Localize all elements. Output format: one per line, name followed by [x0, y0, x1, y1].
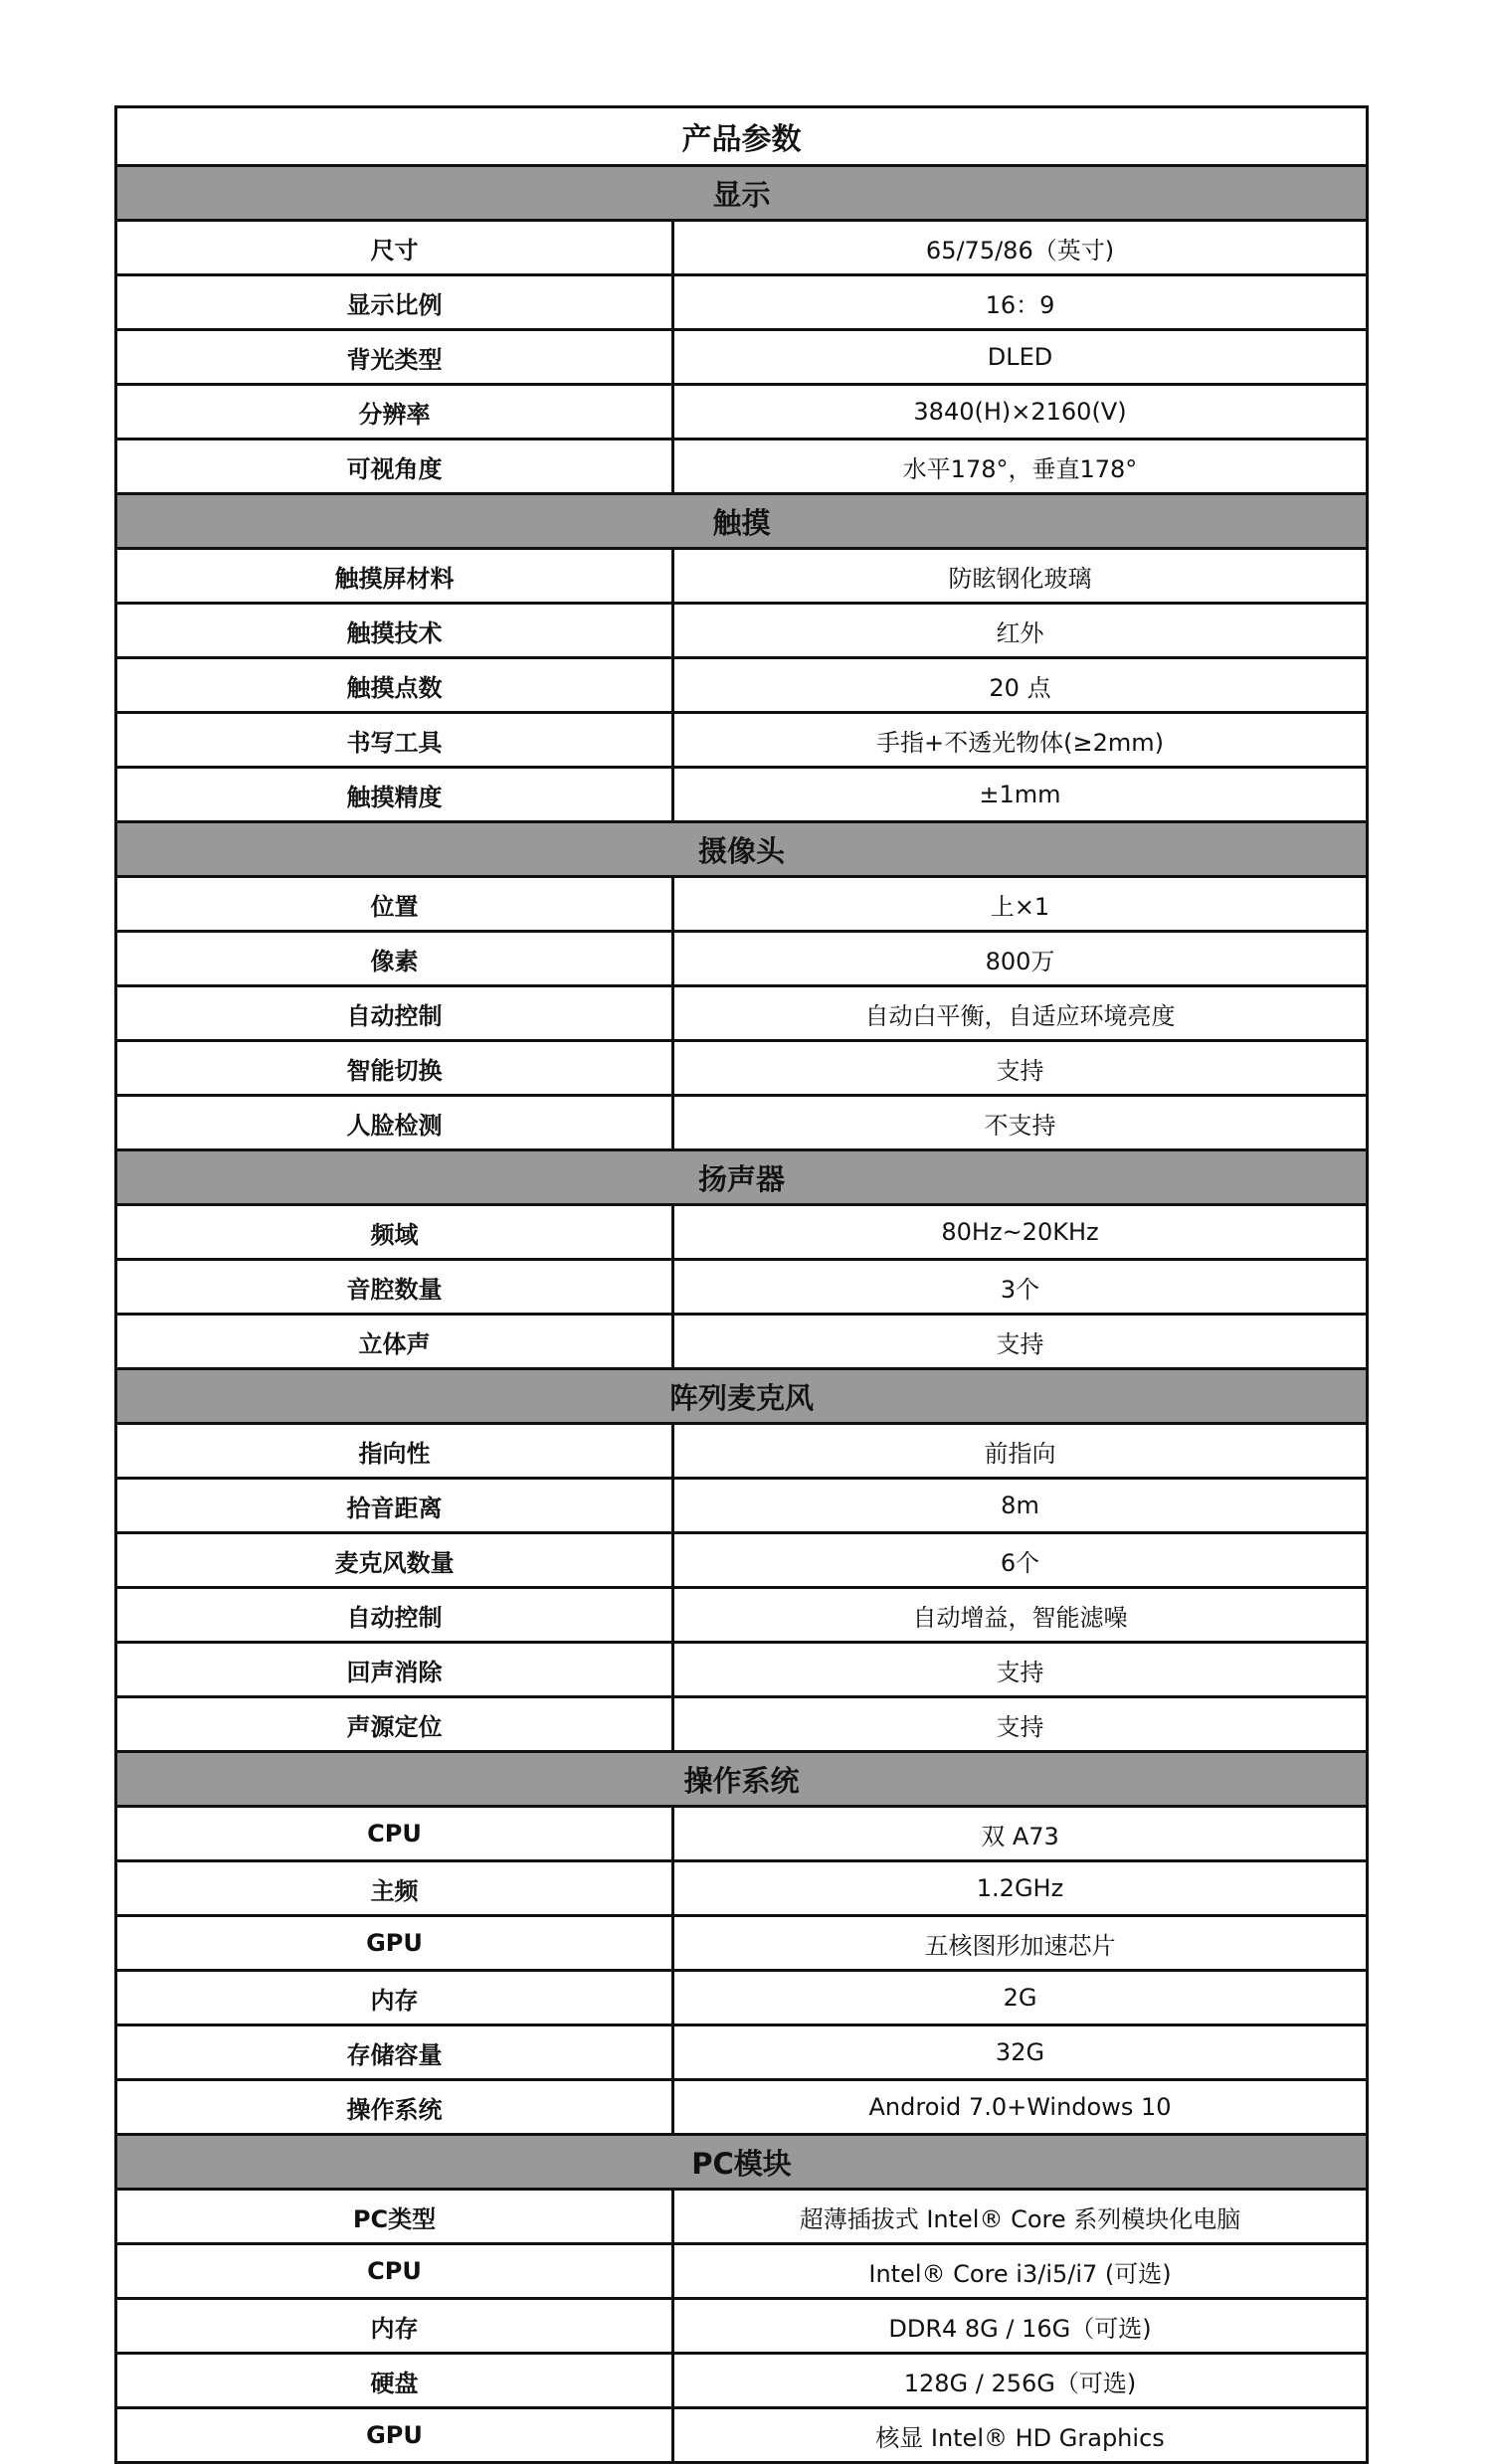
- section-title: 阵列麦克风: [116, 1369, 1368, 1424]
- param-value: 1.2GHz: [673, 1861, 1368, 1916]
- param-label: 分辨率: [116, 385, 673, 440]
- param-value: 手指+不透光物体(≥2mm): [673, 713, 1368, 768]
- table-row: [116, 2190, 1368, 2244]
- param-label: GPU: [116, 2408, 673, 2463]
- table-row: [116, 1260, 1368, 1315]
- param-label: 书写工具: [116, 713, 673, 768]
- param-label: 频域: [116, 1205, 673, 1260]
- table-row: [116, 986, 1368, 1041]
- table-row: [116, 713, 1368, 768]
- param-value: 800万: [673, 932, 1368, 986]
- param-label: 像素: [116, 932, 673, 986]
- section-title: 操作系统: [116, 1752, 1368, 1807]
- table-row: [116, 877, 1368, 932]
- table-row: [116, 2354, 1368, 2408]
- section-title: 摄像头: [116, 822, 1368, 877]
- param-value: 上×1: [673, 877, 1368, 932]
- section-title: 扬声器: [116, 1150, 1368, 1205]
- param-label: 硬盘: [116, 2354, 673, 2408]
- param-label: GPU: [116, 1916, 673, 1971]
- table-row: [116, 1533, 1368, 1588]
- section-header-row: [116, 2135, 1368, 2190]
- table-row: [116, 768, 1368, 822]
- param-value: 红外: [673, 604, 1368, 658]
- param-value: 五核图形加速芯片: [673, 1916, 1368, 1971]
- table-row: [116, 330, 1368, 385]
- section-header-row: [116, 1150, 1368, 1205]
- param-value: 自动白平衡，自适应环境亮度: [673, 986, 1368, 1041]
- section-header-row: [116, 1752, 1368, 1807]
- table-title: 产品参数: [116, 107, 1368, 166]
- param-value: 6个: [673, 1533, 1368, 1588]
- param-label: 位置: [116, 877, 673, 932]
- param-label: 操作系统: [116, 2080, 673, 2135]
- param-value: 双 A73: [673, 1807, 1368, 1861]
- param-value: 8m: [673, 1479, 1368, 1533]
- param-label: 触摸技术: [116, 604, 673, 658]
- param-value: 20 点: [673, 658, 1368, 713]
- table-row: [116, 275, 1368, 330]
- param-label: 声源定位: [116, 1697, 673, 1752]
- table-row: [116, 2299, 1368, 2354]
- table-row: [116, 1588, 1368, 1643]
- table-row: [116, 2244, 1368, 2299]
- param-label: CPU: [116, 1807, 673, 1861]
- table-row: [116, 1861, 1368, 1916]
- table-row: [116, 385, 1368, 440]
- section-title: 显示: [116, 166, 1368, 221]
- table-row: [116, 1315, 1368, 1369]
- section-header-row: [116, 822, 1368, 877]
- spec-table: [114, 105, 1369, 2464]
- table-row: [116, 932, 1368, 986]
- param-label: 触摸精度: [116, 768, 673, 822]
- spec-table-body: [116, 107, 1368, 2463]
- table-row: [116, 221, 1368, 275]
- param-value: 32G: [673, 2025, 1368, 2080]
- table-row: [116, 2025, 1368, 2080]
- param-value: 16：9: [673, 275, 1368, 330]
- table-row: [116, 2080, 1368, 2135]
- table-row: [116, 1041, 1368, 1096]
- param-label: 拾音距离: [116, 1479, 673, 1533]
- param-label: 尺寸: [116, 221, 673, 275]
- param-value: 不支持: [673, 1096, 1368, 1150]
- table-row: [116, 604, 1368, 658]
- param-value: Intel® Core i3/i5/i7 (可选): [673, 2244, 1368, 2299]
- param-label: 立体声: [116, 1315, 673, 1369]
- param-label: 自动控制: [116, 986, 673, 1041]
- param-value: 80Hz~20KHz: [673, 1205, 1368, 1260]
- param-value: 65/75/86（英寸): [673, 221, 1368, 275]
- param-label: 人脸检测: [116, 1096, 673, 1150]
- param-value: ±1mm: [673, 768, 1368, 822]
- table-row: [116, 1096, 1368, 1150]
- param-value: 自动增益，智能滤噪: [673, 1588, 1368, 1643]
- param-label: 内存: [116, 2299, 673, 2354]
- param-label: 麦克风数量: [116, 1533, 673, 1588]
- param-value: DDR4 8G / 16G（可选): [673, 2299, 1368, 2354]
- param-label: 可视角度: [116, 440, 673, 494]
- table-row: [116, 1205, 1368, 1260]
- param-value: DLED: [673, 330, 1368, 385]
- table-row: [116, 1424, 1368, 1479]
- table-row: [116, 1697, 1368, 1752]
- table-row: [116, 549, 1368, 604]
- param-label: 触摸点数: [116, 658, 673, 713]
- param-value: 3840(H)×2160(V): [673, 385, 1368, 440]
- param-value: 支持: [673, 1643, 1368, 1697]
- param-label: CPU: [116, 2244, 673, 2299]
- table-row: [116, 440, 1368, 494]
- param-value: 3个: [673, 1260, 1368, 1315]
- table-row: [116, 1971, 1368, 2025]
- param-label: 触摸屏材料: [116, 549, 673, 604]
- table-row: [116, 1807, 1368, 1861]
- table-row: [116, 2408, 1368, 2463]
- title-row: [116, 107, 1368, 166]
- section-header-row: [116, 166, 1368, 221]
- param-value: 128G / 256G（可选): [673, 2354, 1368, 2408]
- param-value: 支持: [673, 1315, 1368, 1369]
- param-value: 核显 Intel® HD Graphics: [673, 2408, 1368, 2463]
- param-label: 回声消除: [116, 1643, 673, 1697]
- param-value: 前指向: [673, 1424, 1368, 1479]
- table-row: [116, 1643, 1368, 1697]
- param-label: 指向性: [116, 1424, 673, 1479]
- section-header-row: [116, 494, 1368, 549]
- param-label: PC类型: [116, 2190, 673, 2244]
- section-title: 触摸: [116, 494, 1368, 549]
- table-row: [116, 1479, 1368, 1533]
- param-label: 自动控制: [116, 1588, 673, 1643]
- param-value: 水平178°，垂直178°: [673, 440, 1368, 494]
- param-label: 存储容量: [116, 2025, 673, 2080]
- param-value: Android 7.0+Windows 10: [673, 2080, 1368, 2135]
- param-value: 支持: [673, 1041, 1368, 1096]
- param-label: 主频: [116, 1861, 673, 1916]
- section-title: PC模块: [116, 2135, 1368, 2190]
- param-label: 智能切换: [116, 1041, 673, 1096]
- param-value: 防眩钢化玻璃: [673, 549, 1368, 604]
- param-value: 超薄插拔式 Intel® Core 系列模块化电脑: [673, 2190, 1368, 2244]
- param-label: 背光类型: [116, 330, 673, 385]
- table-row: [116, 658, 1368, 713]
- param-label: 内存: [116, 1971, 673, 2025]
- table-row: [116, 1916, 1368, 1971]
- param-label: 音腔数量: [116, 1260, 673, 1315]
- section-header-row: [116, 1369, 1368, 1424]
- param-label: 显示比例: [116, 275, 673, 330]
- param-value: 2G: [673, 1971, 1368, 2025]
- param-value: 支持: [673, 1697, 1368, 1752]
